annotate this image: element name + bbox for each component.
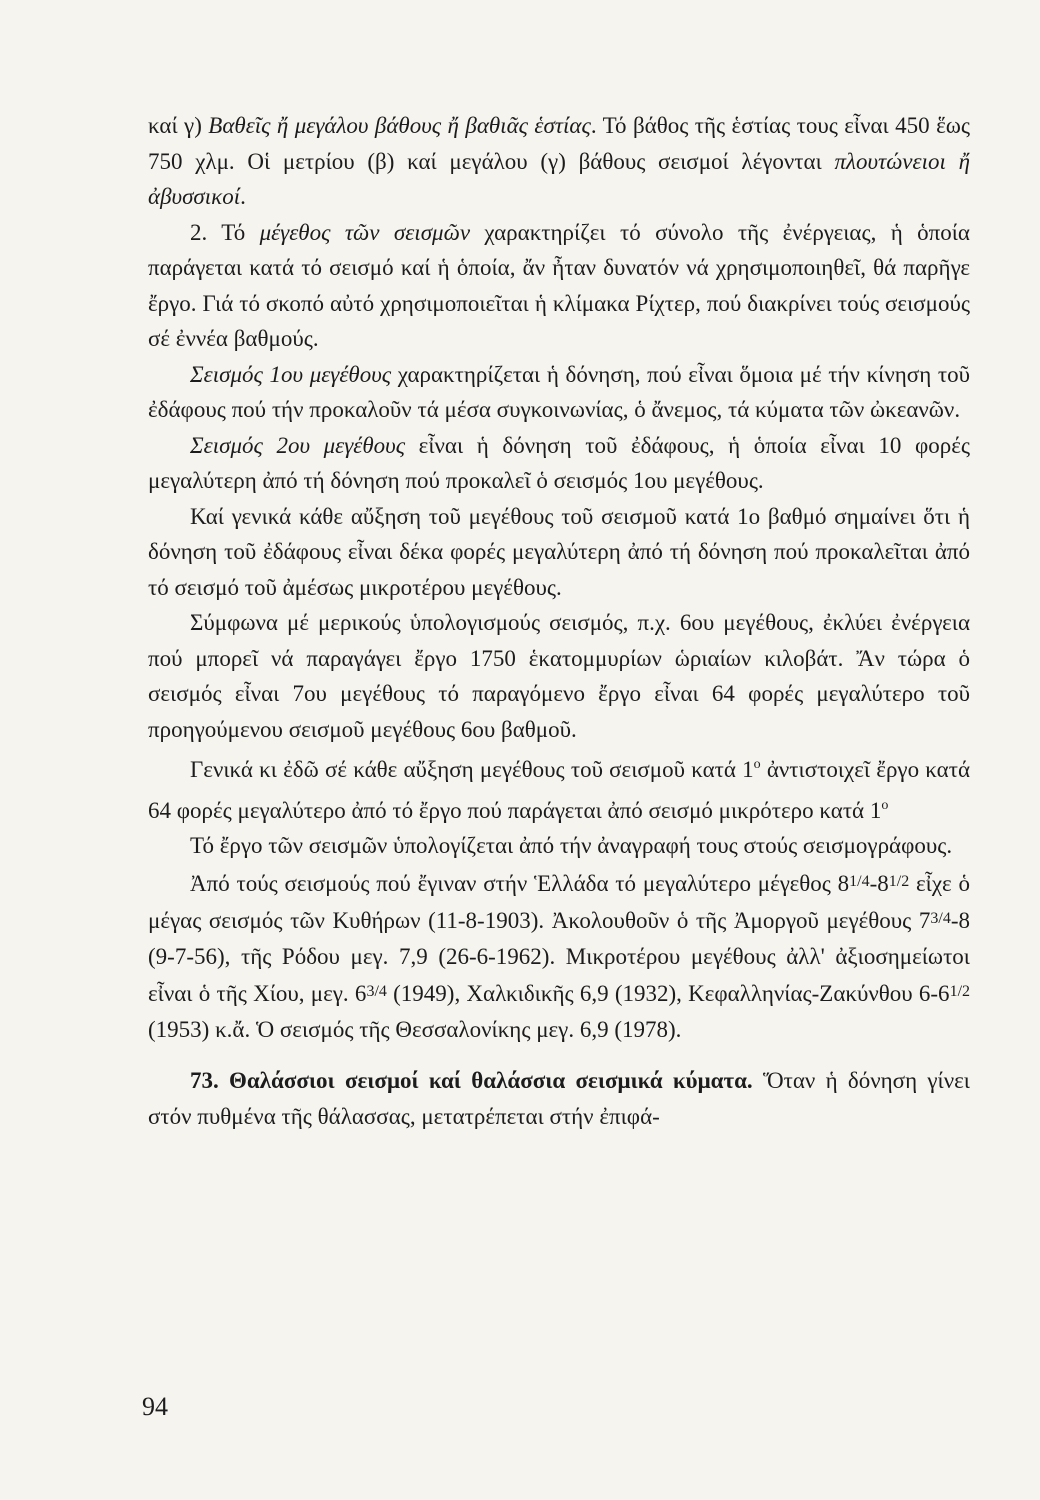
paragraph-second-magnitude: Σεισμός 2ου μεγέθους εἶναι ἡ δόνηση τοῦ ἐδάφους, ἡ ὁποία εἶναι 10 φορές μεγαλύτερη ἀπό τή δόνηση πού προκαλεῖ ὁ σεισμός 1ου μεγέθους.: [148, 432, 971, 493]
paragraph-seismographs: Τό ἔργο τῶν σεισμῶν ὑπολογίζεται ἀπό τήν ἀναγραφή τους στούς σεισμογράφους.: [190, 833, 953, 858]
section-heading: 73. Θαλάσσιοι σεισμοί καί θαλάσσια σεισμικά κύματα.: [190, 1068, 753, 1093]
paragraph-depth-types: καί γ) Βαθεῖς ἤ μεγάλου βάθους ἤ βαθιᾶς ἑστίας. Τό βάθος τῆς ἑστίας τους εἶναι 450 ἕως 750 χλμ. Οἱ μετρίου (β) καί μεγάλου (γ) βάθους σεισμοί λέγονται πλουτώνειοι ἤ ἀβυσσικοί.: [148, 113, 970, 209]
italic-term: Σεισμός 2ου μεγέθους: [190, 432, 406, 458]
paragraph-magnitude: 2. Τό μέγεθος τῶν σεισμῶν χαρακτηρίζει τό σύνολο τῆς ἐνέργειας, ἡ ὁποία παράγεται κατά τό σεισμό καί ἡ ὁποία, ἄν ἦταν δυνατόν νά χρησιμοποιηθεῖ, θά παρῆγε ἔργο. Γιά τό σκοπό αὐτό χρησιμοποιεῖται ἡ κλίμακα Ρίχτερ, πού διακρίνει τούς σεισμούς σέ ἐννέα βαθμούς.: [148, 219, 970, 351]
italic-term: πλουτώνειοι ἤ ἀβυσσικοί: [148, 148, 970, 209]
paragraph-first-magnitude: Σεισμός 1ου μεγέθους χαρακτηρίζεται ἡ δόνηση, πού εἶναι ὅμοια μέ τήν κίνηση τοῦ ἐδάφους πού τήν προκαλοῦν τά μέσα συγκοινωνίας, ὁ ἄνεμος, τά κύματα τῶν ὠκεανῶν.: [148, 361, 970, 422]
italic-term: μέγεθος τῶν σεισμῶν: [259, 219, 471, 245]
italic-term: Σεισμός 1ου μεγέθους: [190, 361, 392, 387]
body-text: [148, 108, 970, 1134]
paragraph-general-increase: Καί γενικά κάθε αὔξηση τοῦ μεγέθους τοῦ σεισμοῦ κατά 1ο βαθμό σημαίνει ὅτι ἡ δόνηση τοῦ ἐδάφους εἶναι δέκα φορές μεγαλύτερη ἀπό τή δόνηση πού προκαλεῖται ἀπό τό σεισμό τοῦ ἀμέσως μικροτέρου μεγέθους.: [148, 503, 970, 600]
paragraph-greek-earthquakes: Ἀπό τούς σεισμούς πού ἔγιναν στήν Ἑλλάδα τό μεγαλύτερο μέγεθος $8^{1/4}-8^{1/2}$ εἶχε ὁ μέγας σεισμός τῶν Κυθήρων (11-8-1903). Ἀκολουθοῦν ὁ τῆς Ἀμοργοῦ μεγέθους $7^{3/4}-8$ (9-7-56), τῆς Ρόδου μεγ. 7,9 (26-6-1962). Μικροτέρου μεγέθους ἀλλ' ἀξιοσημείωτοι εἶναι ὁ τῆς Χίου, μεγ. $6^{3/4}$ (1949), Χαλκιδικῆς 6,9 (1932), Κεφαλληνίας-Ζακύνθου $6-6^{1/2}$ (1953) κ.ἄ. Ὁ σεισμός τῆς Θεσσαλονίκης μεγ. 6,9 (1978).: [148, 870, 971, 1042]
italic-term: Βαθεῖς ἤ μεγάλου βάθους ἤ βαθιᾶς ἑστίας: [208, 113, 591, 138]
paragraph-work-increase: Γενικά κι ἐδῶ σέ κάθε αὔξηση μεγέθους τοῦ σεισμοῦ κατά $1^o$ ἀντιστοιχεῖ ἔργο κατά 64 φορές μεγαλύτερο ἀπό τό ἔργο πού παράγεται ἀπό σεισμό μικρότερο κατά $1^o$: [148, 757, 970, 823]
page-number: 94: [142, 1392, 168, 1421]
paragraph-energy-calculation: Σύμφωνα μέ μερικούς ὑπολογισμούς σεισμός, π.χ. 6ου μεγέθους, ἐκλύει ἐνέργεια πού μπορεῖ νά παραγάγει ἔργο 1750 ἑκατομμυρίων ὡριαίων κιλοβάτ. Ἄν τώρα ὁ σεισμός εἶναι 7ου μεγέθους τό παραγόμενο ἔργο εἶναι 64 φορές μεγαλύτερο τοῦ προηγούμενου σεισμοῦ μεγέθους 6ου βαθμοῦ.: [148, 610, 970, 742]
section-73-paragraph: 73. Θαλάσσιοι σεισμοί καί θαλάσσια σεισμικά κύματα. Ὅταν ἡ δόνηση γίνει στόν πυθμένα τῆς θάλασσας, μετατρέπεται στήν ἐπιφά-: [148, 1068, 970, 1129]
